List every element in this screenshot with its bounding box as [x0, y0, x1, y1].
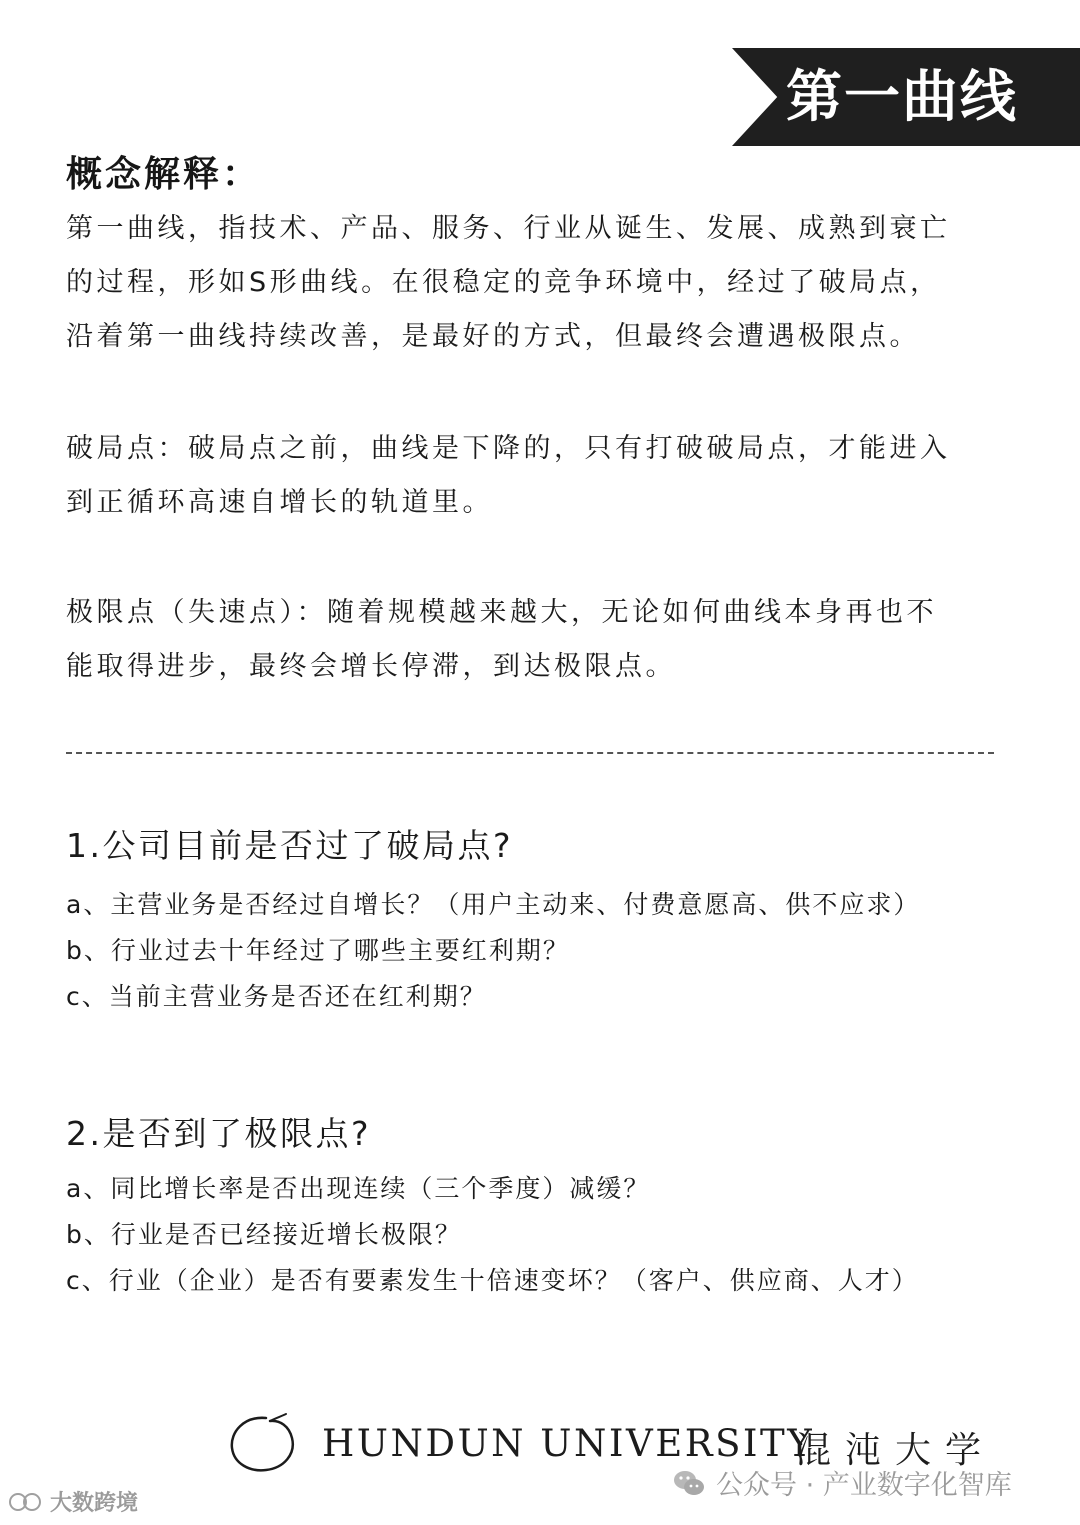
source-watermark: [8, 1486, 138, 1517]
concept-heading: 概念解释：: [66, 154, 262, 195]
limitpoint-explanation: 极限点（失速点）：随着规模越来越大，无论如何曲线本身再也不 能取得进步，最终会增长停滞，到达极限点。: [66, 597, 937, 682]
list-item: b、行业是否已经接近增长极限？: [66, 1220, 462, 1249]
hundun-logo-icon: [226, 1412, 300, 1476]
wechat-watermark-text: 公众号 · 产业数字化智库: [716, 1470, 1012, 1501]
list-item: c、行业（企业）是否有要素发生十倍速变坏？（客户、供应商、人才）: [66, 1266, 919, 1295]
list-item: a、主营业务是否经过自增长？（用户主动来、付费意愿高、供不应求）: [66, 890, 921, 919]
wechat-icon: [672, 1466, 706, 1500]
source-watermark-text: 大数跨境: [50, 1491, 139, 1516]
page-title: 第一曲线: [786, 64, 1018, 130]
list-item: c、当前主营业务是否还在红利期？: [66, 982, 487, 1011]
source-logo-icon: [8, 1487, 44, 1517]
breakpoint-explanation: 破局点：破局点之前，曲线是下降的，只有打破破局点，才能进入 到正循环高速自增长的轨道里。: [66, 433, 951, 518]
wechat-watermark: [672, 1463, 1012, 1502]
question-2-list: [66, 1166, 1026, 1304]
list-item: b、行业过去十年经过了哪些主要红利期？: [66, 936, 570, 965]
question-1-list: [66, 882, 1026, 1020]
concept-definition: 第一曲线，指技术、产品、服务、行业从诞生、发展、成熟到衰亡 的过程，形如S形曲线。在很稳定的竞争环境中，经过了破局点， 沿着第一曲线持续改善，是最好的方式，但最终会遭遇极限点。: [66, 213, 951, 352]
question-2-title: 2.是否到了极限点?: [66, 1114, 372, 1153]
dashed-divider: [66, 752, 994, 754]
brand-chinese: 混沌大学: [795, 1430, 996, 1471]
brand-english: HUNDUN UNIVERSITY: [322, 1422, 815, 1465]
question-1-title: 1.公司目前是否过了破局点?: [66, 826, 514, 865]
list-item: a、同比增长率是否出现连续（三个季度）减缓？: [66, 1174, 651, 1203]
